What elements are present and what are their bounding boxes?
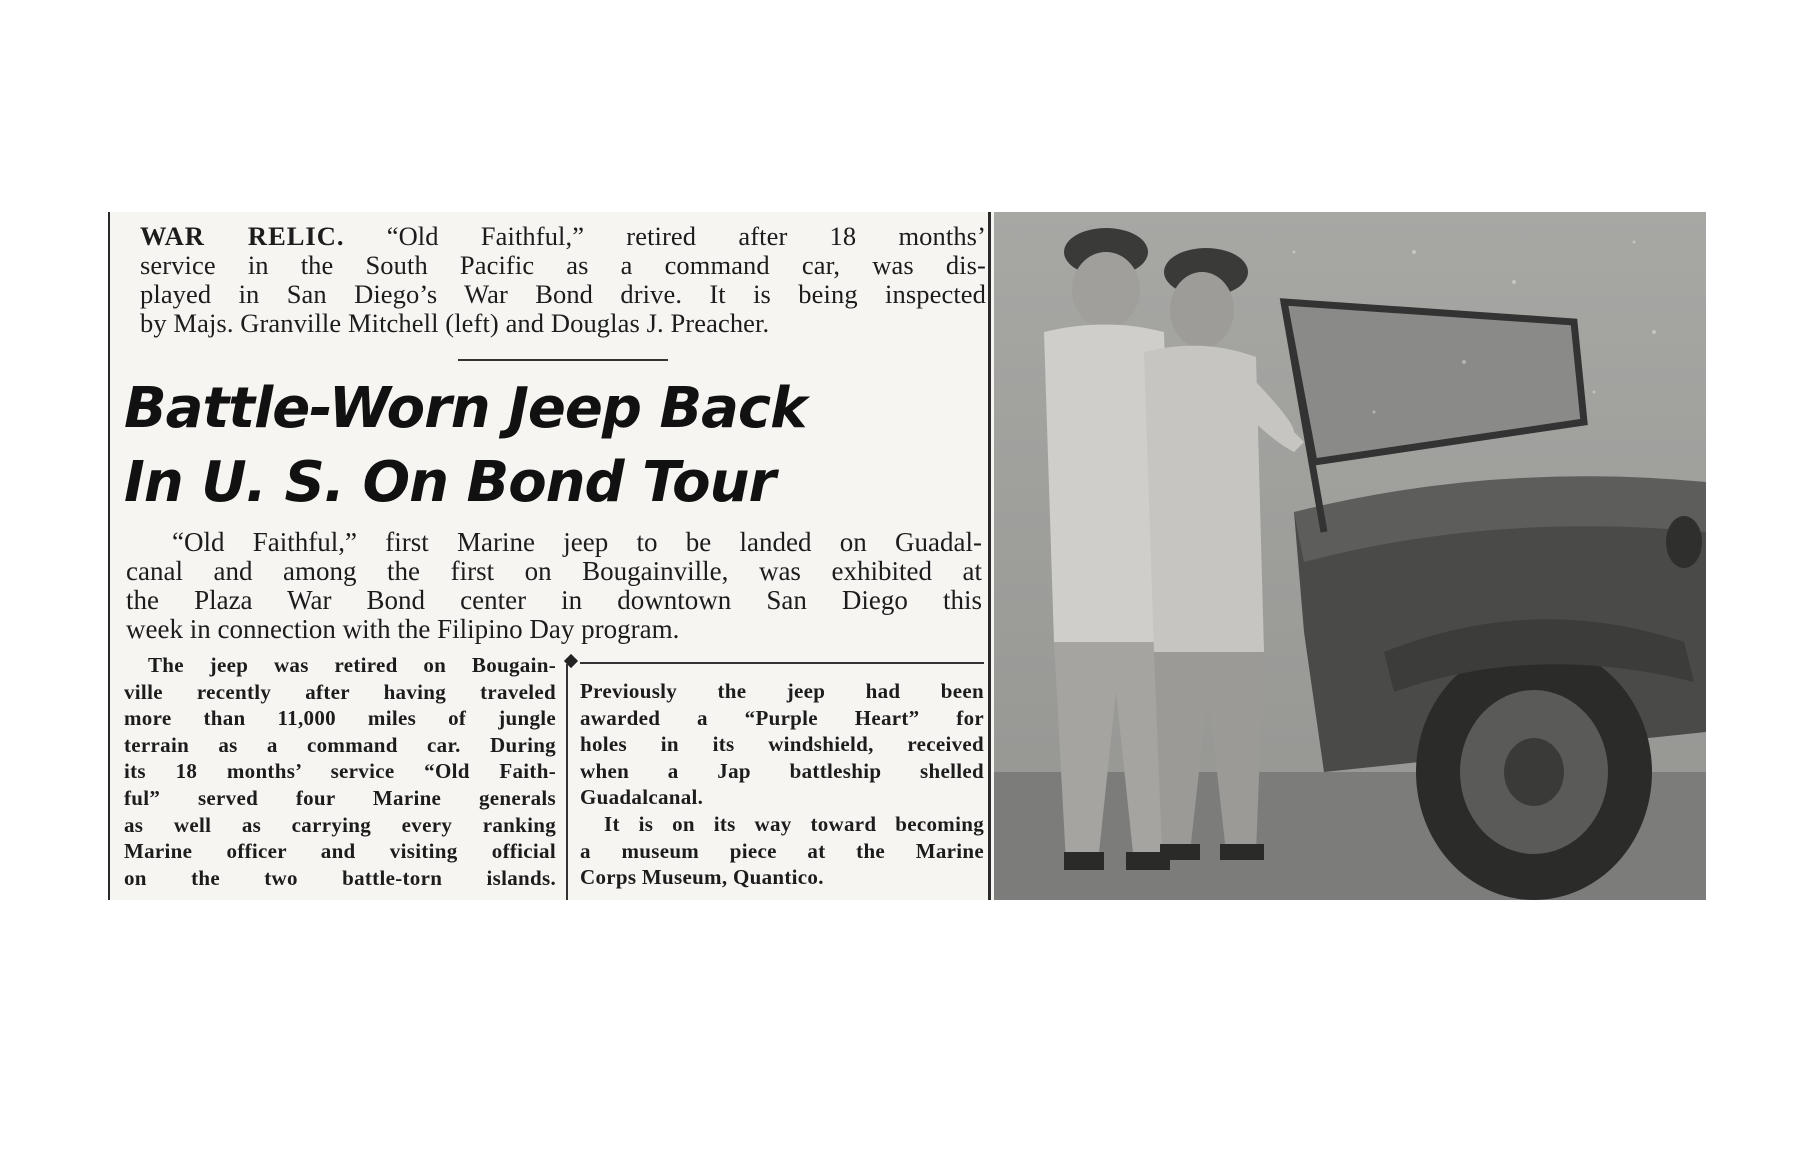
column-divider-horizontal	[580, 662, 984, 664]
col2-line: It is on its way toward becoming	[604, 811, 984, 836]
photo-cutline	[140, 222, 986, 338]
col2-line: Corps Museum, Quantico.	[580, 865, 824, 890]
cutline-line-4: by Majs. Granville Mitchell (left) and Douglas J. Preacher.	[140, 308, 770, 338]
col1-line: Marine officer and visiting official	[124, 839, 556, 864]
newspaper-clipping	[108, 212, 1706, 900]
cutline-line-2: service in the South Pacific as a command car, was dis-	[140, 250, 986, 280]
cutline-lead: WAR RELIC.	[140, 221, 345, 251]
jeep-photo-illustration	[994, 212, 1706, 900]
col1-line: more than 11,000 miles of jungle	[124, 706, 556, 731]
cutline-line-1	[140, 222, 986, 251]
left-column-rule	[108, 212, 110, 900]
headline-line-1: Battle-Worn Jeep Back	[124, 376, 807, 441]
article-intro-paragraph	[126, 528, 982, 644]
col1-line: as well as carrying every ranking	[124, 812, 556, 837]
col1-line: ville recently after having traveled	[124, 679, 556, 704]
col2-line: Previously the jeep had been	[580, 679, 984, 703]
col1-line: ful” served four Marine generals	[124, 785, 556, 810]
intro-line-3: the Plaza War Bond center in downtown San Diego this	[126, 585, 982, 615]
body-column-1	[124, 652, 556, 891]
cutline-line-1-text: “Old Faithful,” retired after 18 months’	[386, 221, 987, 251]
photo-column-rule	[988, 212, 991, 900]
col2-line: holes in its windshield, received	[580, 732, 984, 757]
col2-line: awarded a “Purple Heart” for	[580, 705, 984, 730]
cutline-divider	[458, 359, 668, 361]
col1-line: terrain as a command car. During	[124, 732, 556, 757]
jeep-photo	[994, 212, 1706, 900]
col1-line: The jeep was retired on Bougain-	[148, 653, 556, 677]
article-headline	[124, 372, 984, 520]
intro-line-1: “Old Faithful,” first Marine jeep to be landed on Guadal-	[172, 527, 982, 557]
cutline-line-3: played in San Diego’s War Bond drive. It is being inspected	[140, 279, 986, 309]
headline-line-2: In U. S. On Bond Tour	[124, 450, 776, 515]
intro-line-2: canal and among the first on Bougainville, was exhibited at	[126, 556, 982, 586]
body-column-2	[580, 678, 984, 891]
col1-line: its 18 months’ service “Old Faith-	[124, 759, 556, 784]
intro-line-4: week in connection with the Filipino Day program.	[126, 614, 680, 644]
col1-line: on the two battle-torn islands.	[124, 865, 556, 890]
col2-line: Guadalcanal.	[580, 785, 704, 810]
col2-line: a museum piece at the Marine	[580, 838, 984, 863]
column-divider-vertical	[566, 664, 568, 900]
col2-line: when a Jap battleship shelled	[580, 758, 984, 783]
article-text-column	[118, 212, 998, 900]
